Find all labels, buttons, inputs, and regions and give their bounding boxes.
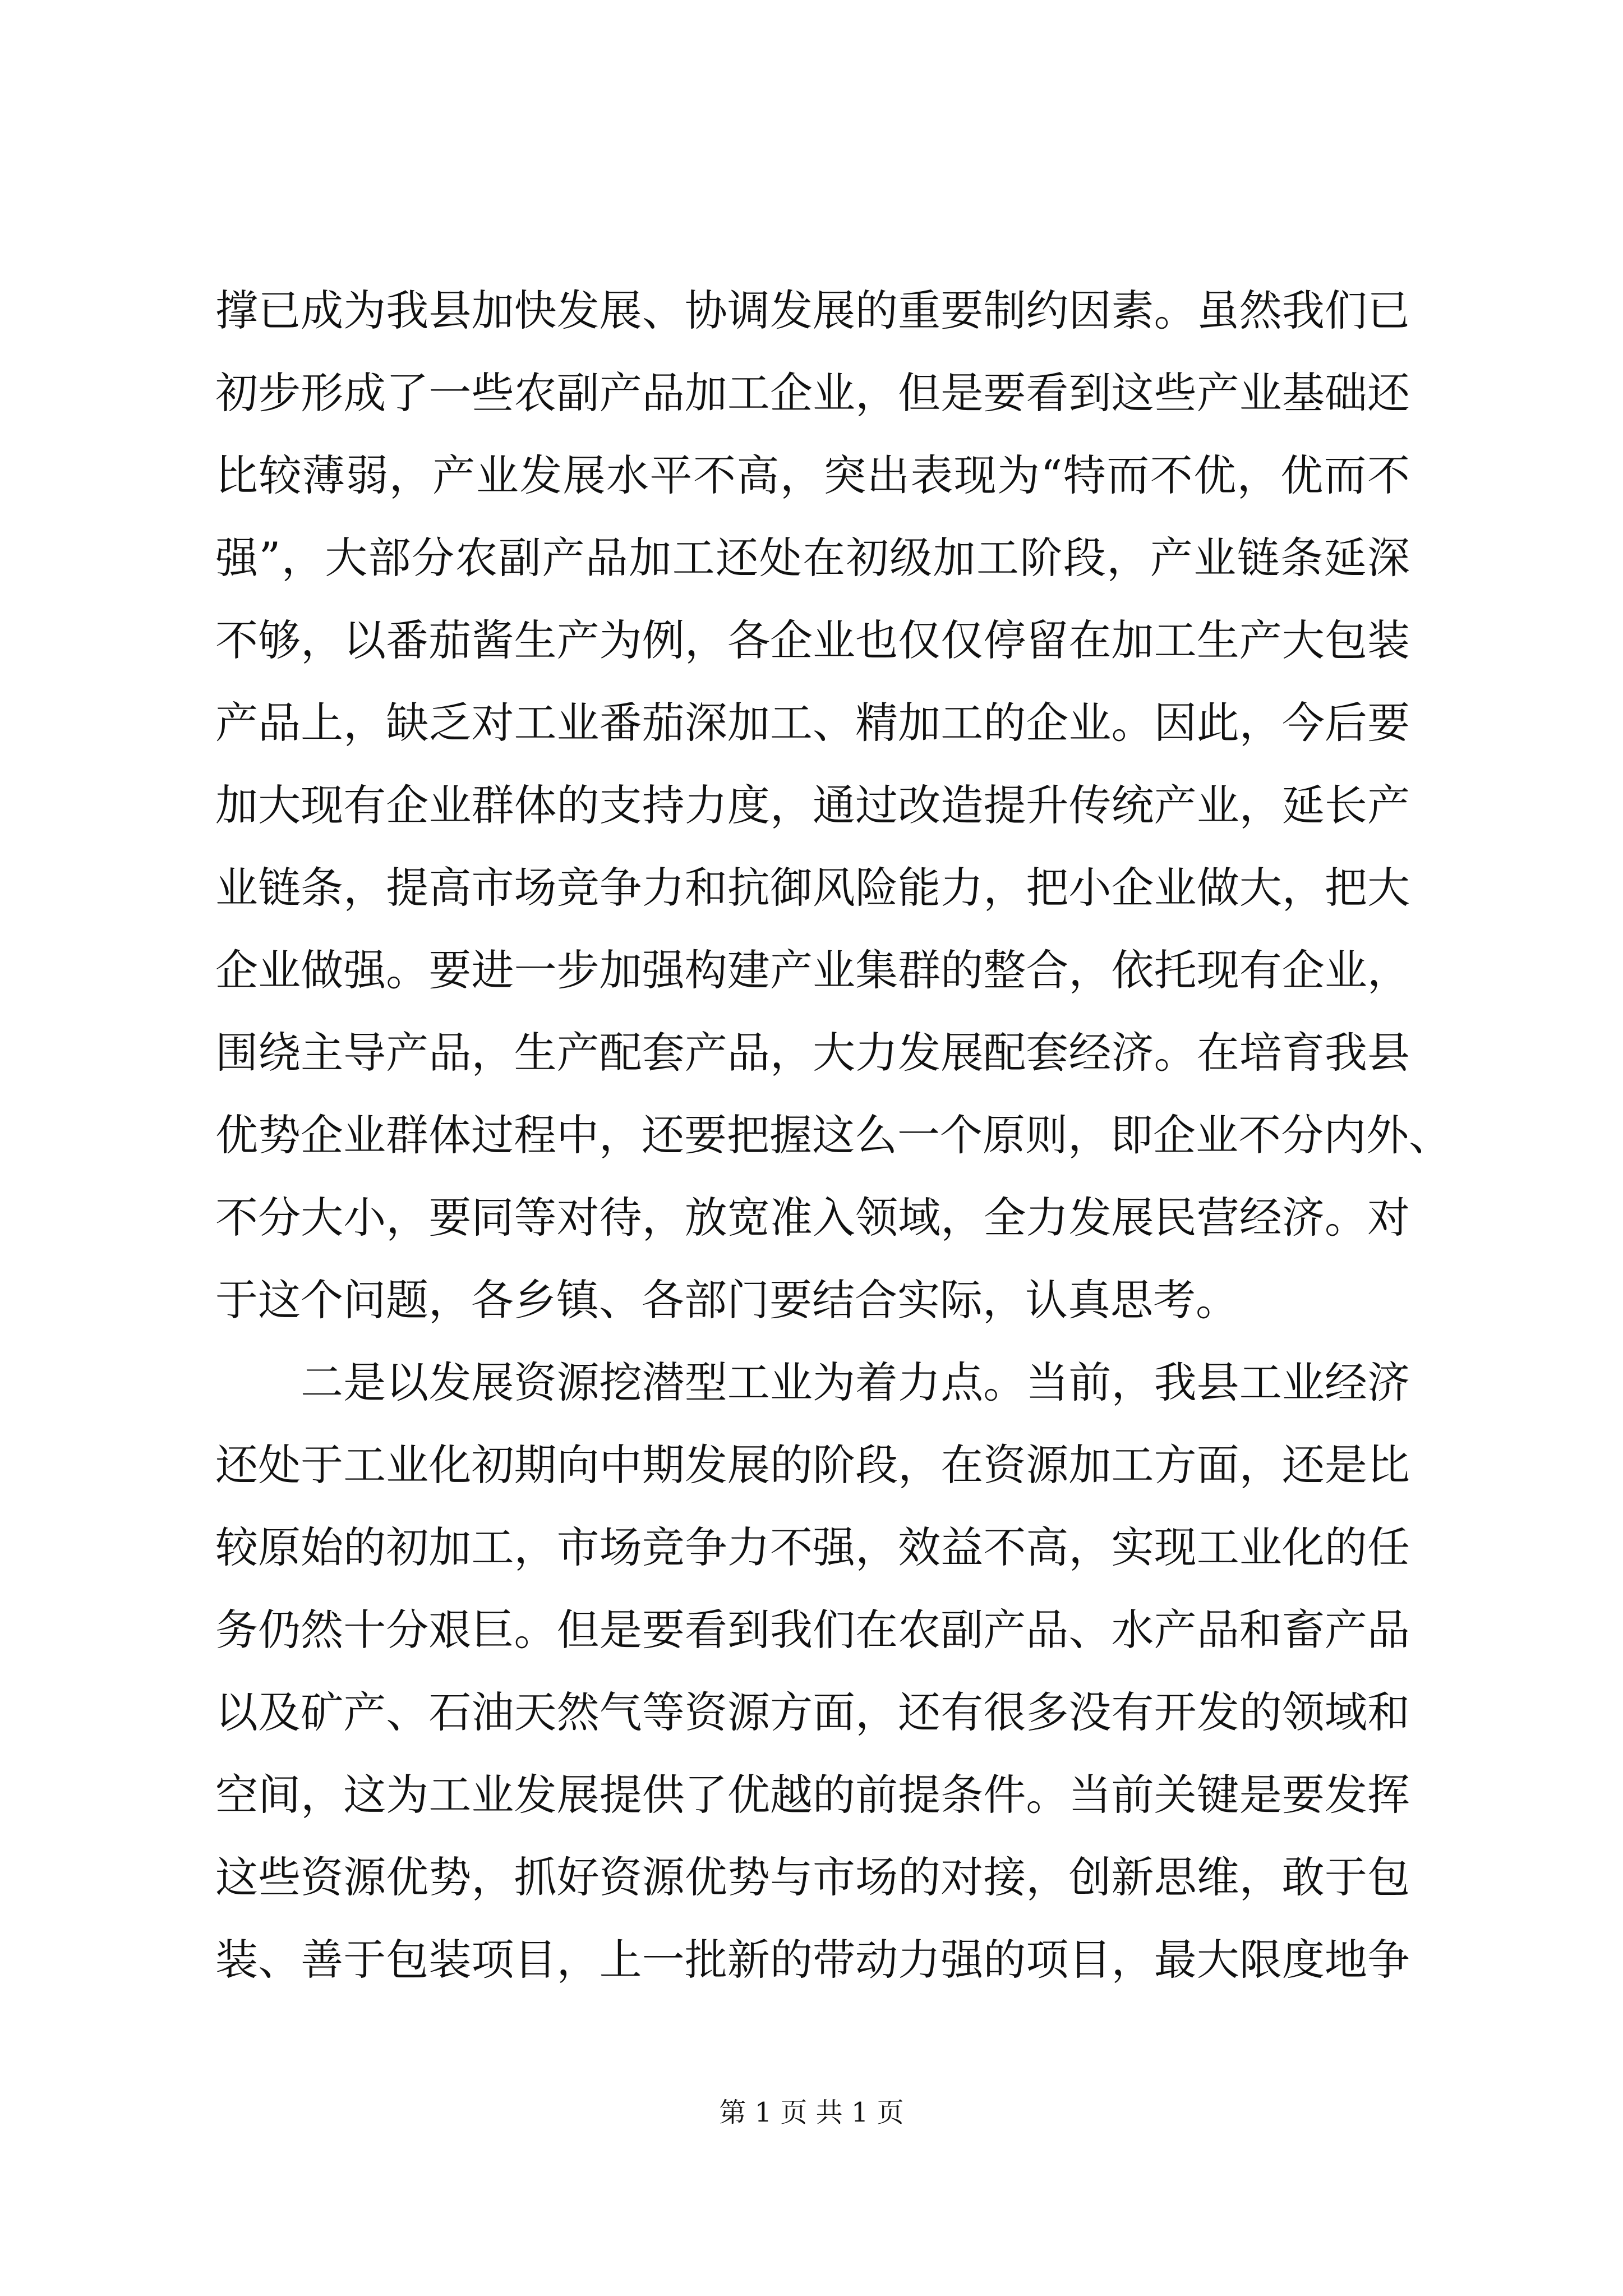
paragraph-1-line: 不够，以番茄酱生产为例，各企业也仅仅停留在加工生产大包装 — [215, 615, 1410, 665]
paragraph-2-line: 这些资源优势，抓好资源优势与市场的对接，创新思维，敢于包 — [215, 1852, 1410, 1902]
paragraph-1-line: 企业做强。要进一步加强构建产业集群的整合，依托现有企业， — [215, 945, 1410, 995]
paragraph-2-line: 较原始的初加工，市场竞争力不强，效益不高，实现工业化的任 — [215, 1522, 1410, 1572]
paragraph-2-line: 装、善于包装项目，上一批新的带动力强的项目，最大限度地争 — [215, 1935, 1410, 1985]
paragraph-2-line: 空间，这为工业发展提供了优越的前提条件。当前关键是要发挥 — [215, 1770, 1410, 1820]
paragraph-1-line: 初步形成了一些农副产品加工企业，但是要看到这些产业基础还 — [215, 368, 1410, 418]
paragraph-2-line: 以及矿产、石油天然气等资源方面，还有很多没有开发的领域和 — [215, 1687, 1410, 1737]
paragraph-1-line: 产品上，缺乏对工业番茄深加工、精加工的企业。因此，今后要 — [215, 698, 1410, 748]
paragraph-1-line: 优势企业群体过程中，还要把握这么一个原则，即企业不分内外、 — [215, 1110, 1451, 1160]
paragraph-2-line: 二是以发展资源挖潜型工业为着力点。当前，我县工业经济 — [301, 1358, 1410, 1407]
paragraph-1-line: 不分大小，要同等对待，放宽准入领域，全力发展民营经济。对 — [215, 1193, 1410, 1243]
paragraph-1-line: 撑已成为我县加快发展、协调发展的重要制约因素。虽然我们已 — [215, 286, 1410, 335]
paragraph-1-line: 业链条，提高市场竞争力和抗御风险能力，把小企业做大，把大 — [215, 863, 1410, 913]
paragraph-2-line: 务仍然十分艰巨。但是要看到我们在农副产品、水产品和畜产品 — [215, 1605, 1410, 1655]
paragraph-1-line: 于这个问题，各乡镇、各部门要结合实际，认真思考。 — [215, 1275, 1238, 1325]
paragraph-1-line: 围绕主导产品，生产配套产品，大力发展配套经济。在培育我县 — [215, 1028, 1410, 1078]
paragraph-2-line: 还处于工业化初期向中期发展的阶段，在资源加工方面，还是比 — [215, 1440, 1410, 1490]
paragraph-1-line: 加大现有企业群体的支持力度，通过改造提升传统产业，延长产 — [215, 780, 1410, 830]
paragraph-1-line: 强”，大部分农副产品加工还处在初级加工阶段，产业链条延深 — [215, 533, 1410, 583]
document-body — [215, 269, 1451, 2001]
page-footer — [0, 2096, 1623, 2129]
page-number-label: 第 1 页 共 1 页 — [719, 2097, 904, 2128]
paragraph-1-line: 比较薄弱，产业发展水平不高，突出表现为“特而不优，优而不 — [215, 450, 1410, 500]
